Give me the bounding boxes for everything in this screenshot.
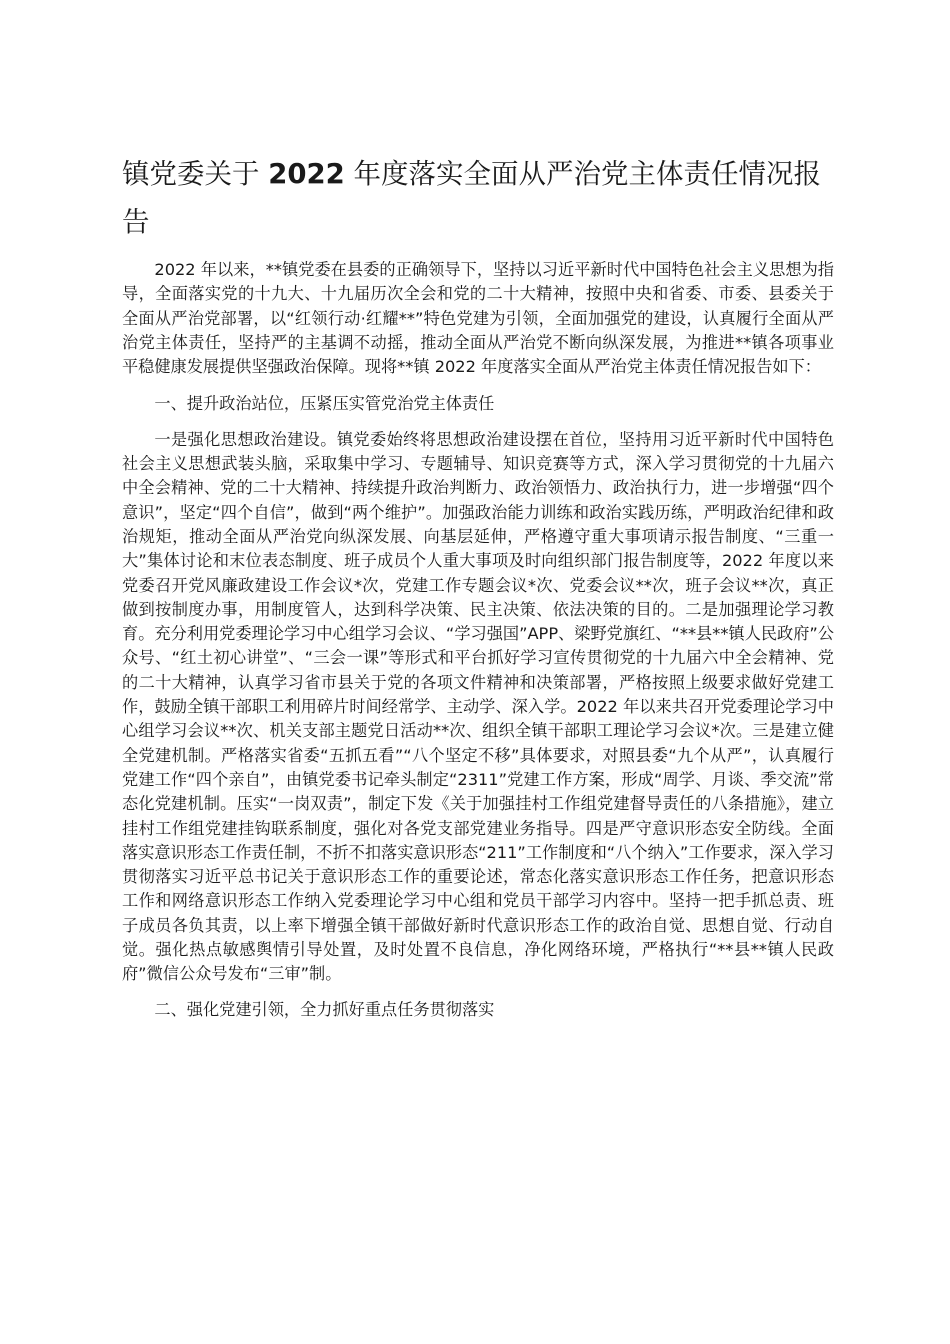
document-body <box>122 258 834 1022</box>
section-1-paragraph: 一是强化思想政治建设。镇党委始终将思想政治建设摆在首位，坚持用习近平新时代中国特色社会主义思想武装头脑，采取集中学习、专题辅导、知识竞赛等方式，深入学习贯彻党的十九届六中全会精神、党的二十大精神、持续提升政治判断力、政治领悟力、政治执行力，进一步增强“四个意识”，坚定“四个自信”，做到“两个维护”。加强政治能力训练和政治实践历练，严明政治纪律和政治规矩，推动全面从严治党向纵深发展、向基层延伸，严格遵守重大事项请示报告制度、“三重一大”集体讨论和末位表态制度、班子成员个人重大事项及时向组织部门报告制度等，2022 年度以来党委召开党风廉政建设工作会议*次，党建工作专题会议*次、党委会议**次，班子会议**次，真正做到按制度办事，用制度管人，达到科学决策、民主决策、依法决策的目的。二是加强理论学习教育。充分利用党委理论学习中心组学习会议、“学习强国”APP、梁野党旗红、“**县**镇人民政府”公众号、“红土初心讲堂”、“三会一课”等形式和平台抓好学习宣传贯彻党的十九届六中全会精神、党的二十大精神，认真学习省市县关于党的各项文件精神和决策部署，严格按照上级要求做好党建工作，鼓励全镇干部职工利用碎片时间经常学、主动学、深入学。2022 年以来共召开党委理论学习中心组学习会议**次、机关支部主题党日活动**次、组织全镇干部职工理论学习会议*次。三是建立健全党建机制。严格落实省委“五抓五看”“八个坚定不移”具体要求，对照县委“九个从严”，认真履行党建工作“四个亲自”，由镇党委书记牵头制定“2311”党建工作方案，形成“周学、月谈、季交流”常态化党建机制。压实“一岗双责”，制定下发《关于加强挂村工作组党建督导责任的八条措施》，建立挂村工作组党建挂钩联系制度，强化对各党支部党建业务指导。四是严守意识形态安全防线。全面落实意识形态工作责任制，不折不扣落实意识形态“211”工作制度和“八个纳入”工作要求，深入学习贯彻落实习近平总书记关于意识形态工作的重要论述，常态化落实意识形态工作任务，把意识形态工作和网络意识形态工作纳入党委理论学习中心组和党员干部学习内容中。坚持一把手抓总责、班子成员各负其责，以上率下增强全镇干部做好新时代意识形态工作的政治自觉、思想自觉、行动自觉。强化热点敏感舆情引导处置，及时处置不良信息，净化网络环境，严格执行“**县**镇人民政府”微信公众号发布“三审”制。 <box>122 429 834 984</box>
document-title <box>122 150 842 246</box>
section-heading-1: 一、提升政治站位，压紧压实管党治党主体责任 <box>154 394 495 414</box>
title-prefix: 镇党委关于 <box>122 158 269 190</box>
intro-paragraph: 2022 年以来，**镇党委在县委的正确领导下，坚持以习近平新时代中国特色社会主义思想为指导，全面落实党的十九大、十九届历次全会和党的二十大精神，按照中央和省委、市委、县委关于全面从严治党部署，以“红领行动·红耀**”特色党建为引领，全面加强党的建设，认真履行全面从严治党主体责任，坚持严的主基调不动摇，推动全面从严治党不断向纵深发展，为推进**镇各项事业平稳健康发展提供坚强政治保障。现将**镇 2022 年度落实全面从严治党主体责任情况报告如下： <box>122 260 834 377</box>
title-suffix: 年度落实全面从严治党主体责任情况报告 <box>122 158 822 238</box>
title-year: 2022 <box>268 158 345 190</box>
section-heading-2: 二、强化党建引领，全力抓好重点任务贯彻落实 <box>154 999 495 1019</box>
